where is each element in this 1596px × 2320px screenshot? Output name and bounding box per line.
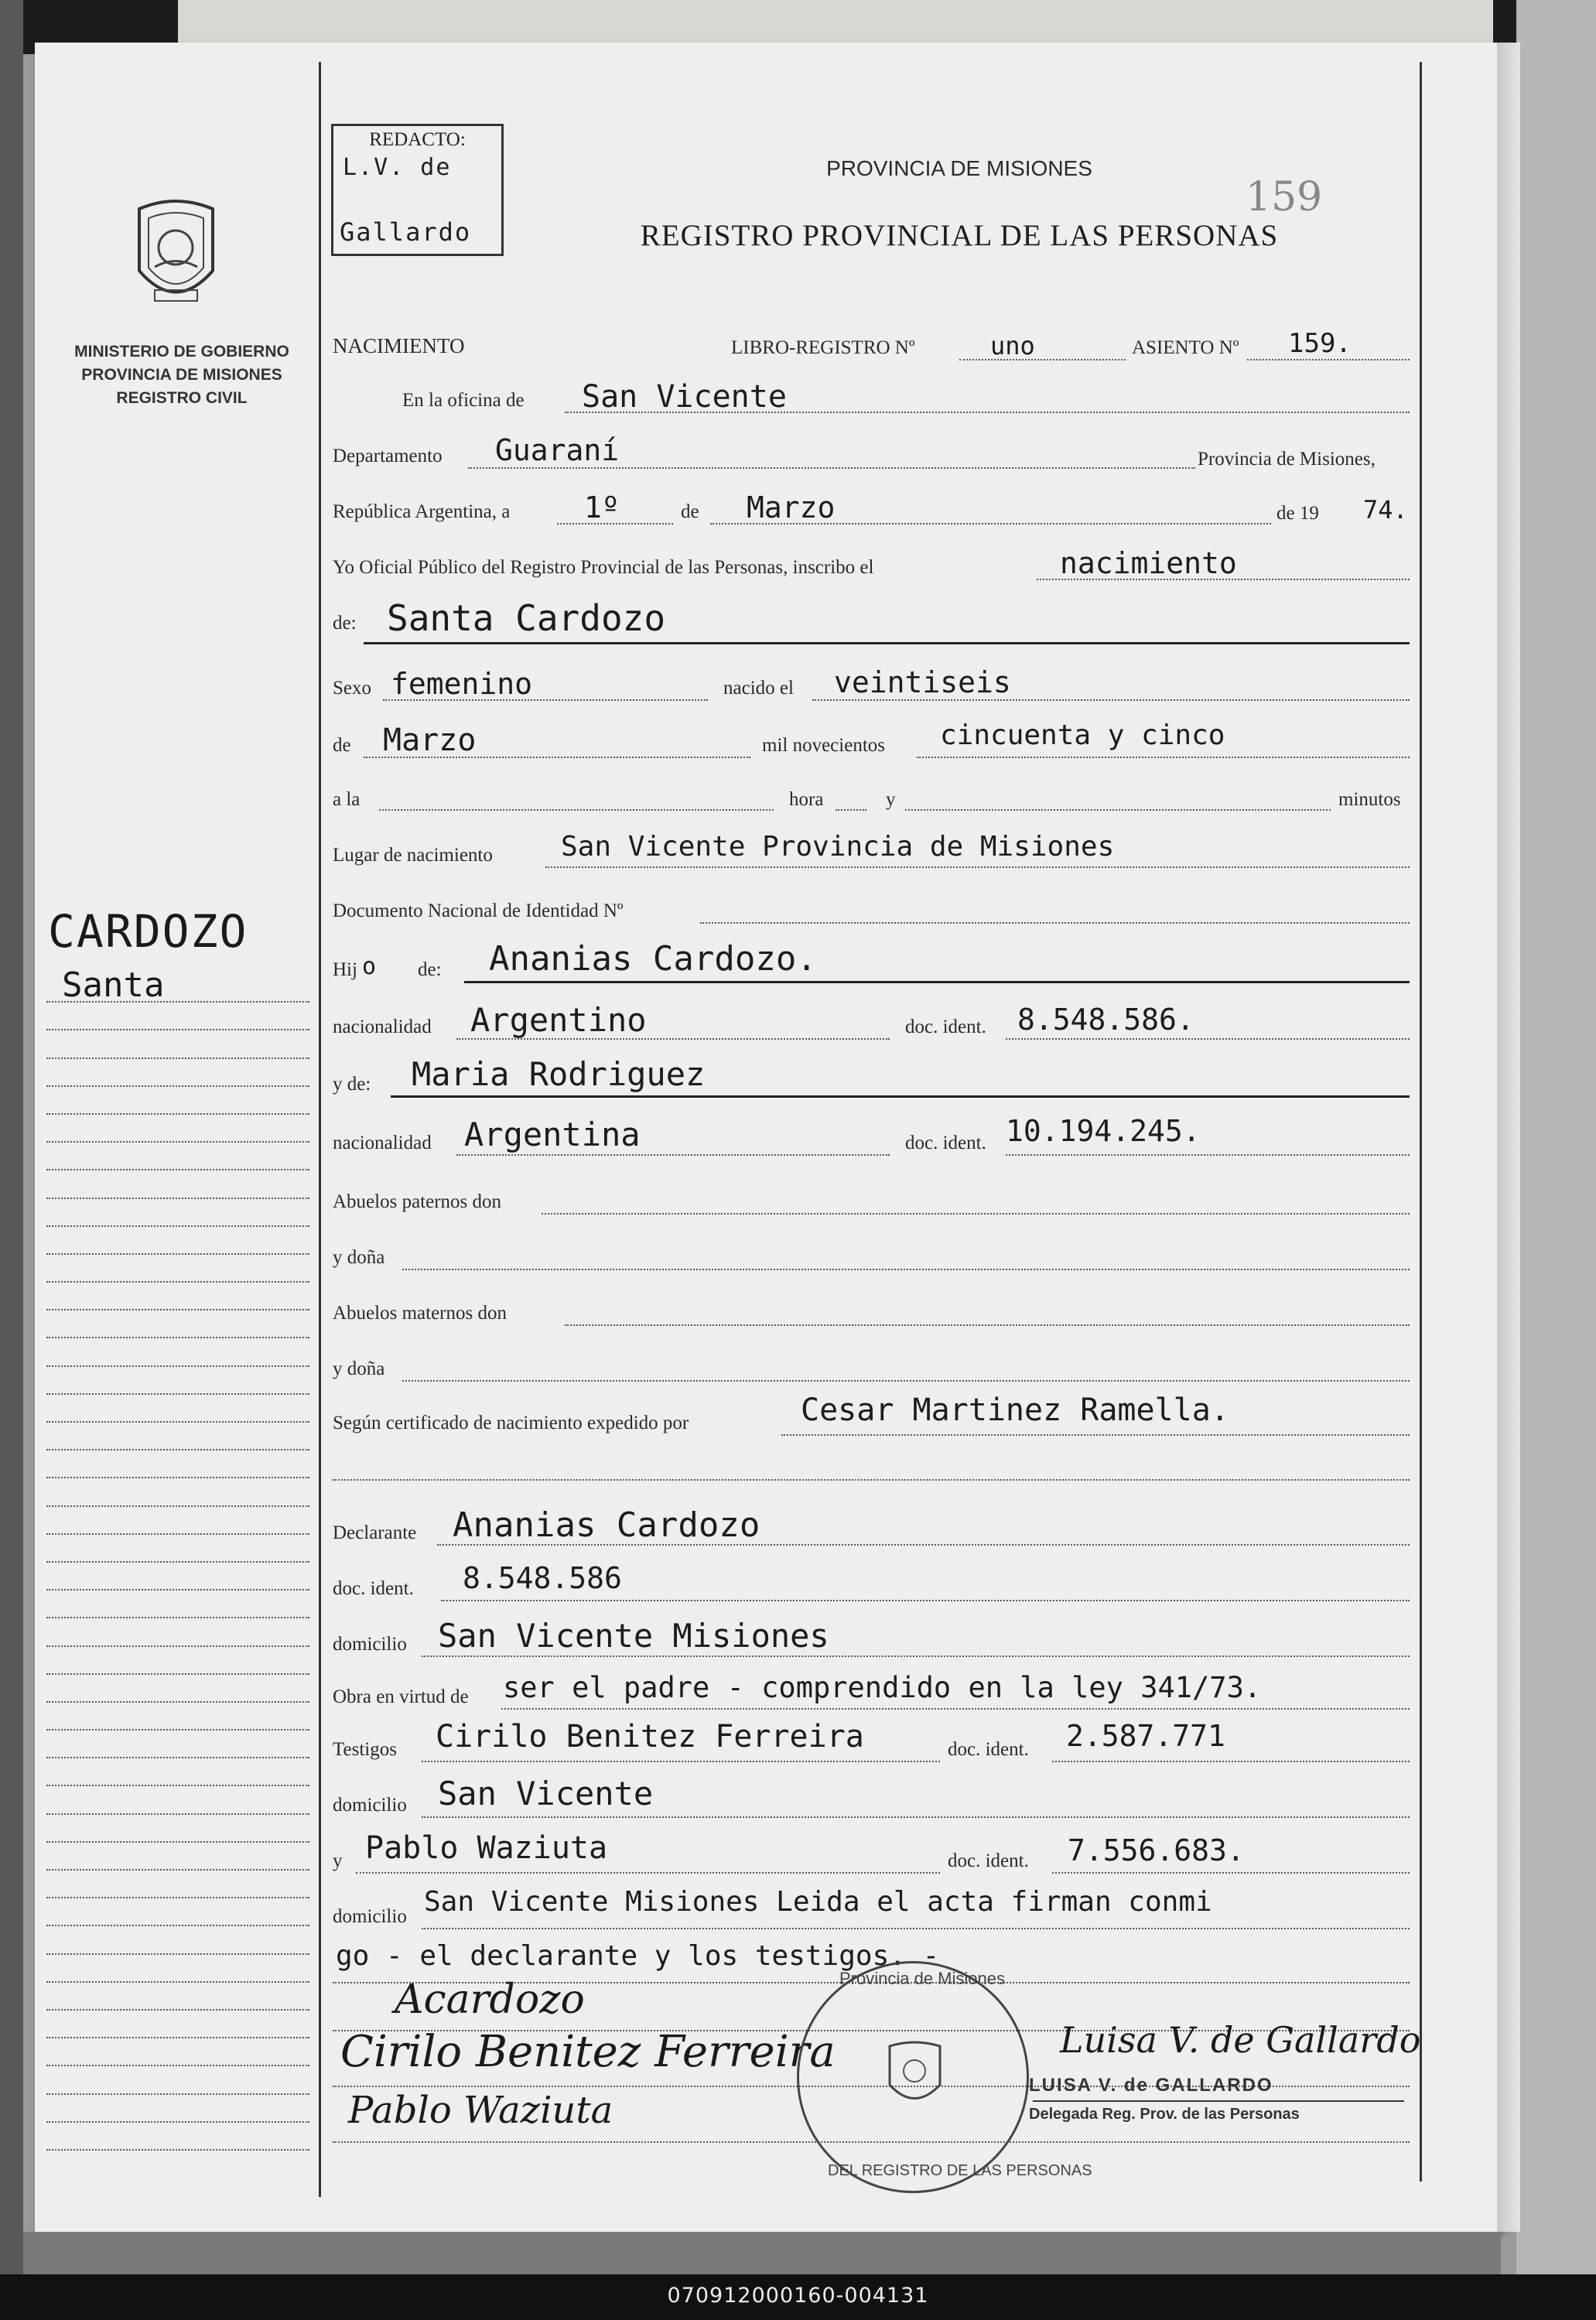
mes-value: Marzo <box>747 490 836 524</box>
madre-doc-value: 10.194.245. <box>1006 1114 1201 1148</box>
asiento-value: 159. <box>1288 328 1352 359</box>
page-edge <box>1497 43 1520 2232</box>
margin-surname: CARDOZO <box>48 905 248 958</box>
official-signature-rule <box>1033 2100 1404 2102</box>
testigo1-doc-line <box>1052 1761 1410 1762</box>
ala-label: a la <box>333 789 361 810</box>
certificado-line <box>781 1434 1410 1436</box>
certificado-line-2 <box>333 1479 1410 1481</box>
lugar-line <box>545 866 1410 868</box>
ministry-line: MINISTERIO DE GOBIERNO <box>74 343 289 360</box>
ministry-line: REGISTRO CIVIL <box>116 389 248 407</box>
redacto-label: REDACTO: <box>369 129 466 150</box>
doc-ident4-label: doc. ident. <box>948 1739 1029 1760</box>
anio-nac-value: cincuenta y cinco <box>940 719 1225 751</box>
hijo-label: Hij <box>333 959 357 980</box>
lugar-label: Lugar de nacimiento <box>333 845 493 866</box>
testigo2-doc-line <box>1052 1872 1410 1874</box>
anio-value: 74. <box>1363 495 1408 524</box>
nacido-value: veintiseis <box>834 665 1011 699</box>
sexo-label: Sexo <box>333 678 371 699</box>
official-name: LUISA V. de GALLARDO <box>1029 2075 1273 2096</box>
testigo2-dom-line <box>422 1928 1410 1929</box>
abuelos-paternos-label: Abuelos paternos don <box>333 1191 502 1212</box>
obra-value: ser el padre - comprendido en la ley 341/73. <box>503 1671 1262 1704</box>
padre-doc-line <box>1006 1038 1410 1040</box>
hijo-de-label: de: <box>418 959 442 980</box>
right-border-rule <box>1420 62 1422 2182</box>
nacimiento-label: NACIMIENTO <box>333 334 465 357</box>
declarante-label: Declarante <box>333 1522 417 1543</box>
oficina-label: En la oficina de <box>402 390 525 411</box>
testigo2-doc-value: 7.556.683. <box>1068 1833 1245 1867</box>
ala-line <box>379 809 774 811</box>
redacto-surname: Gallardo <box>340 217 472 247</box>
certificado-value: Cesar Martinez Ramella. <box>801 1392 1229 1428</box>
acto-value: nacimiento <box>1060 546 1237 580</box>
ydona1-label: y doña <box>333 1247 385 1268</box>
domicilio-line <box>422 1655 1410 1657</box>
padre-nac-value: Argentino <box>470 1001 647 1039</box>
ministry-line: PROVINCIA DE MISIONES <box>81 366 282 384</box>
obra-line <box>501 1708 1410 1710</box>
declarante-doc-value: 8.548.586 <box>463 1561 622 1595</box>
doc-ident3-label: doc. ident. <box>333 1578 414 1599</box>
testigo1-dom-value: San Vicente <box>438 1775 654 1813</box>
y2-label: y <box>333 1850 343 1871</box>
sexo-value: femenino <box>391 667 533 701</box>
testigo1-doc-value: 2.587.771 <box>1066 1719 1225 1753</box>
ydona2-label: y doña <box>333 1358 385 1379</box>
background-right <box>1516 0 1596 2320</box>
testigo1-line <box>422 1761 940 1762</box>
margin-rule <box>319 62 321 2197</box>
testigo1-value: Cirilo Benitez Ferreira <box>436 1719 864 1755</box>
certificado-label: Según certificado de nacimiento expedido por <box>333 1413 689 1433</box>
closing-value: go - el declarante y los testigos. - <box>336 1940 940 1972</box>
testigos-label: Testigos <box>333 1739 397 1760</box>
republica-label: República Argentina, a <box>333 501 511 522</box>
doc-ident2-label: doc. ident. <box>905 1133 986 1153</box>
testigo2-line <box>356 1872 940 1874</box>
madre-nac-value: Argentina <box>464 1116 641 1153</box>
signature-testigo-2: Pablo Waziuta <box>348 2089 613 2132</box>
domicilio3-label: domicilio <box>333 1906 407 1927</box>
madre-doc-line <box>1006 1154 1410 1156</box>
departamento-line <box>468 467 1195 469</box>
nombre-line <box>364 642 1410 644</box>
mil-label: mil novecientos <box>762 735 885 756</box>
minutos-line <box>905 809 1331 811</box>
de-nombre-label: de: <box>333 613 357 634</box>
doc-ident5-label: doc. ident. <box>948 1850 1029 1871</box>
dni-line <box>700 922 1410 924</box>
background-left <box>0 0 23 2320</box>
ydona2-line <box>402 1380 1410 1382</box>
signature-declarante: Acardozo <box>395 1977 585 2023</box>
libro-label: LIBRO-REGISTRO Nº <box>731 337 915 358</box>
declarante-value: Ananias Cardozo <box>453 1505 760 1545</box>
redacto-box <box>331 124 504 256</box>
obra-label: Obra en virtud de <box>333 1686 469 1707</box>
anio-nac-line <box>917 757 1410 758</box>
stamp-text-top: Provincia de Misiones <box>839 1969 1005 1988</box>
nombre-value: Santa Cardozo <box>387 597 666 639</box>
margin-given-name: Santa <box>62 965 165 1005</box>
hijo-suffix: o <box>362 953 377 980</box>
seal-emblem-icon <box>882 2038 948 2112</box>
abuelos-maternos-line <box>565 1324 1410 1326</box>
stamp-text-bottom: DEL REGISTRO DE LAS PERSONAS <box>828 2162 1092 2179</box>
province-title: PROVINCIA DE MISIONES <box>826 156 1092 180</box>
de2-label: de <box>333 735 351 756</box>
asiento-label: ASIENTO Nº <box>1132 337 1239 358</box>
madre-value: Maria Rodriguez <box>412 1055 706 1093</box>
minutos-label: minutos <box>1338 789 1401 810</box>
oficial-text: Yo Oficial Público del Registro Provincial de las Personas, inscribo el <box>333 557 874 578</box>
departamento-label: Departamento <box>333 446 443 466</box>
official-title: Delegada Reg. Prov. de las Personas <box>1029 2106 1300 2123</box>
de-label: de <box>681 501 699 522</box>
nacido-line <box>812 699 1410 701</box>
libro-line <box>959 359 1126 360</box>
padre-line <box>464 981 1410 983</box>
mes-nac-value: Marzo <box>383 723 477 758</box>
ministry-heading <box>46 340 317 410</box>
domicilio-value: San Vicente Misiones <box>438 1617 829 1655</box>
margin-ruled-lines <box>46 975 309 2151</box>
y-label: y <box>886 789 896 810</box>
oficina-value: San Vicente <box>582 379 787 415</box>
dni-label: Documento Nacional de Identidad Nº <box>333 900 624 921</box>
document-code: 070912000160-004131 <box>667 2284 929 2308</box>
padre-value: Ananias Cardozo. <box>489 939 817 979</box>
abuelos-maternos-label: Abuelos maternos don <box>333 1303 507 1324</box>
asiento-line <box>1247 359 1410 360</box>
coat-of-arms-icon <box>124 193 228 317</box>
padre-doc-value: 8.548.586. <box>1017 1003 1194 1037</box>
domicilio2-label: domicilio <box>333 1795 407 1816</box>
abuelos-paternos-line <box>542 1213 1410 1215</box>
page-bottom-shadow <box>23 2232 1501 2274</box>
signature-official: Luisa V. de Gallardo <box>1060 2019 1421 2061</box>
hora-label: hora <box>789 789 824 810</box>
doc-ident-label: doc. ident. <box>905 1016 986 1037</box>
testigo2-value: Pablo Waziuta <box>365 1830 608 1866</box>
domicilio-label: domicilio <box>333 1634 407 1655</box>
redacto-initials: L.V. de <box>343 154 452 181</box>
nacionalidad2-label: nacionalidad <box>333 1133 432 1153</box>
nacionalidad-label: nacionalidad <box>333 1016 432 1037</box>
ydona1-line <box>402 1269 1410 1270</box>
yde-label: y de: <box>333 1074 371 1095</box>
provincia-label: Provincia de Misiones, <box>1198 449 1376 470</box>
registry-title: REGISTRO PROVINCIAL DE LAS PERSONAS <box>640 219 1279 252</box>
nacido-label: nacido el <box>723 678 794 699</box>
libro-value: uno <box>990 331 1035 360</box>
departamento-value: Guaraní <box>495 433 620 467</box>
declarante-doc-line <box>441 1600 1410 1601</box>
dia-value: 1º <box>584 490 620 524</box>
page-number: 159 <box>1246 174 1323 220</box>
anio-label: de 19 <box>1276 503 1319 524</box>
lugar-value: San Vicente Provincia de Misiones <box>561 831 1115 863</box>
testigo2-dom-value: San Vicente Misiones Leida el acta firman conmi <box>424 1886 1212 1918</box>
signature-testigo-1: Cirilo Benitez Ferreira <box>340 2027 836 2077</box>
madre-line <box>391 1095 1410 1098</box>
hora-line <box>836 809 866 811</box>
madre-nac-line <box>456 1154 890 1156</box>
testigo1-dom-line <box>422 1816 1410 1818</box>
